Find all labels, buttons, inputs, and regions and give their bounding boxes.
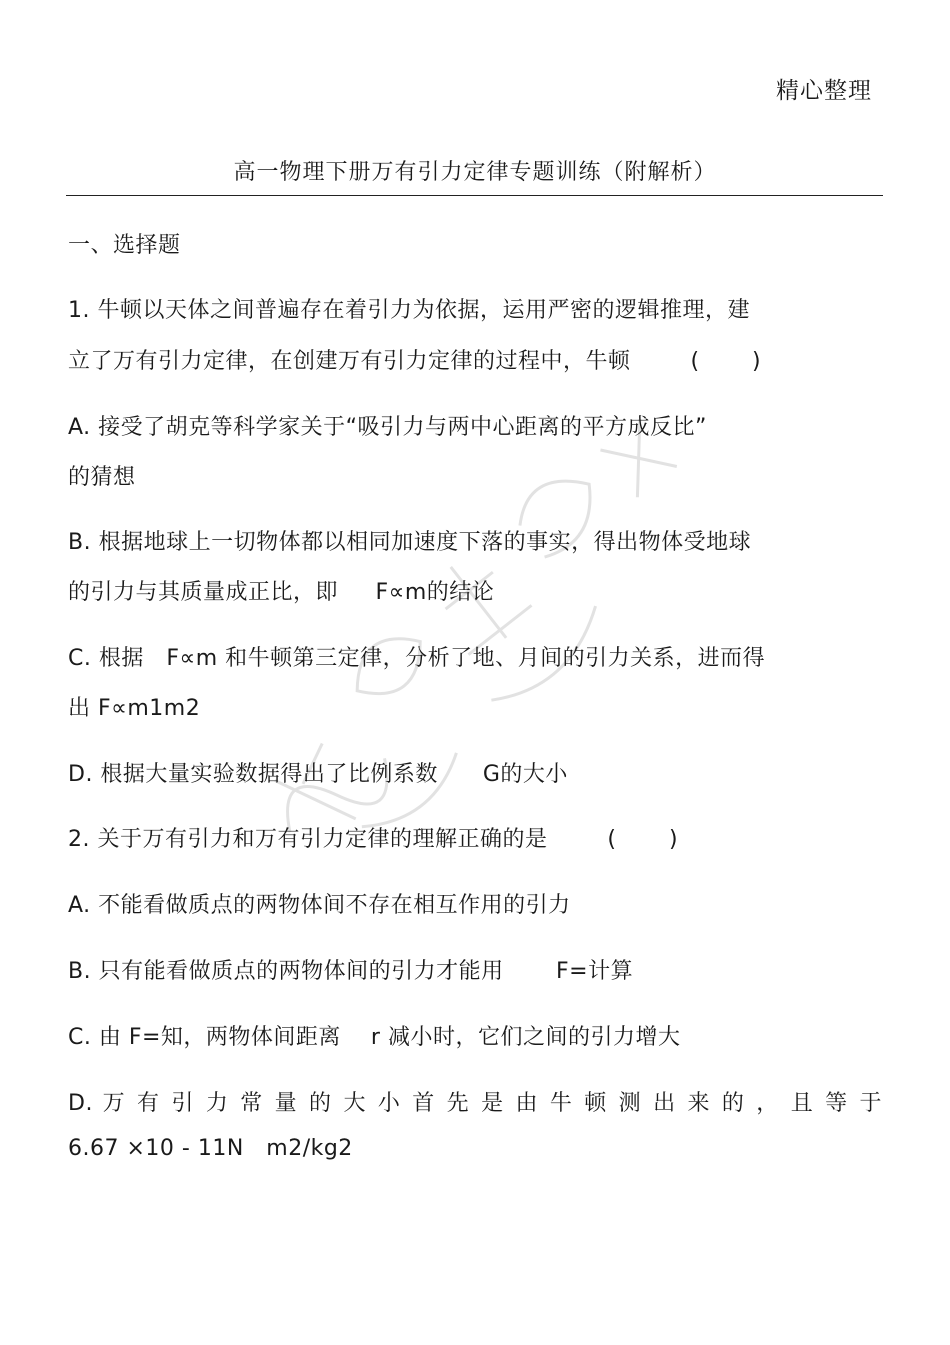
question-2-option-a: A. 不能看做质点的两物体间不存在相互作用的引力 <box>68 893 571 918</box>
question-2-option-d-line-2: 6.67 ×10 - 11N m2/kg2 <box>68 1136 353 1161</box>
watermark-graphic <box>150 360 850 900</box>
question-1-option-b-line-2: 的引力与其质量成正比，即 F∝m的结论 <box>68 580 495 605</box>
question-2-option-b: B. 只有能看做质点的两物体间的引力才能用 F=计算 <box>68 959 634 984</box>
question-1-option-d: D. 根据大量实验数据得出了比例系数 G的大小 <box>68 762 568 787</box>
section-heading: 一、选择题 <box>68 233 181 258</box>
title-divider <box>66 195 883 196</box>
question-1-option-a-line-2: 的猜想 <box>68 465 136 490</box>
question-2-stem: 2. 关于万有引力和万有引力定律的理解正确的是 ( ) <box>68 827 679 852</box>
question-1-option-c-line-2: 出 F∝m1m2 <box>68 696 201 721</box>
question-1-stem-line-2: 立了万有引力定律，在创建万有引力定律的过程中，牛顿 ( ) <box>68 349 762 374</box>
question-1-stem-line-1: 1. 牛顿以天体之间普遍存在着引力为依据，运用严密的逻辑推理，建 <box>68 298 750 323</box>
question-2-option-d-line-1: D. 万 有 引 力 常 量 的 大 小 首 先 是 由 牛 顿 测 出 来 的 ， 且 等 于 <box>68 1091 882 1116</box>
question-1-option-b-line-1: B. 根据地球上一切物体都以相同加速度下落的事实，得出物体受地球 <box>68 530 752 555</box>
header-note: 精心整理 <box>776 78 872 104</box>
question-2-option-c: C. 由 F=知，两物体间距离 r 减小时，它们之间的引力增大 <box>68 1025 681 1050</box>
question-1-option-c-line-1: C. 根据 F∝m 和牛顿第三定律，分析了地、月间的引力关系，进而得 <box>68 646 766 671</box>
question-1-option-a-line-1: A. 接受了胡克等科学家关于“吸引力与两中心距离的平方成反比” <box>68 415 707 440</box>
document-title: 高一物理下册万有引力定律专题训练（附解析） <box>233 160 717 185</box>
